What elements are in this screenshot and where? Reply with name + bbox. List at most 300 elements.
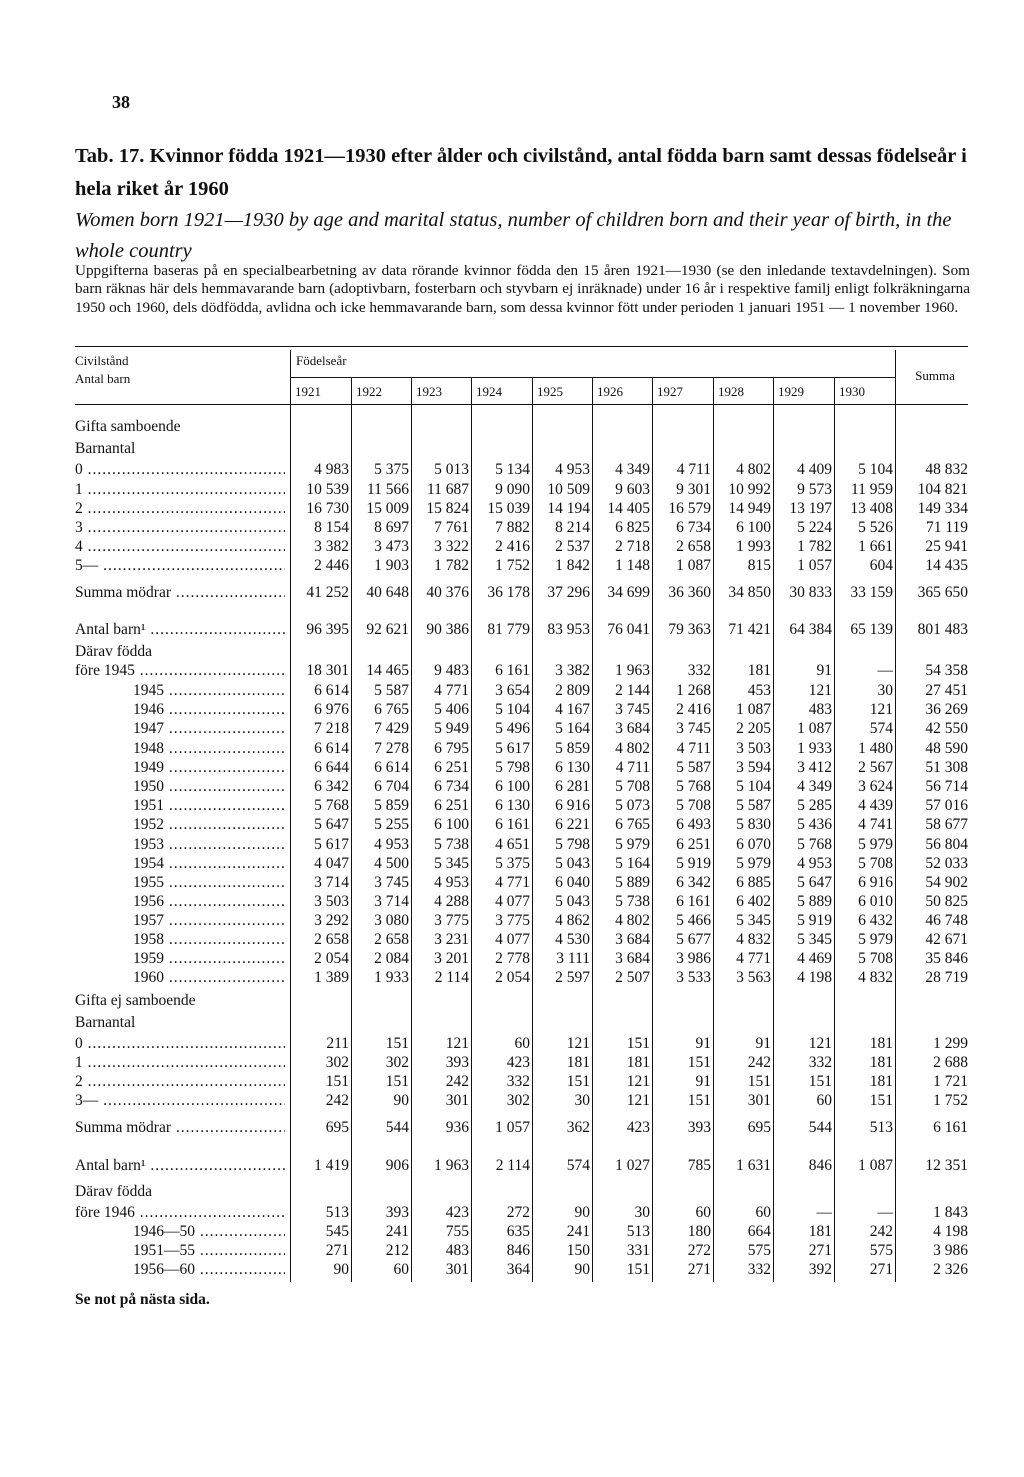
data-cell: 121 [445, 1035, 469, 1052]
data-cell: 4 349 [797, 778, 832, 795]
data-cell: 1 933 [374, 969, 409, 986]
data-cell: 36 360 [668, 584, 711, 601]
row-label: 1956—60 ..... [75, 1261, 285, 1279]
year-header-1930: 1930 [839, 384, 865, 399]
data-cell: 4 832 [858, 969, 893, 986]
table-row [0, 931, 1024, 951]
data-cell: 181 [566, 1054, 590, 1071]
total-cell: 42 550 [925, 720, 968, 737]
data-cell: 4 711 [615, 759, 650, 776]
data-cell: 30 [877, 682, 893, 699]
table-row [0, 682, 1024, 702]
data-cell: 92 621 [366, 621, 409, 638]
data-cell: 5 949 [434, 720, 469, 737]
data-cell: 90 [393, 1092, 409, 1109]
table-row [0, 1223, 1024, 1243]
data-cell: 332 [506, 1073, 530, 1090]
table-description: Uppgifterna baseras på en specialbearbetning av data rörande kvinnor födda den 15 åren 1921—1930 (se den inledande textavdelningen). Som barn räknas här dels hemmavarande barn (adoptivbarn, fosterbarn och styvbarn ej inräknade) under 16 år i respektive familj enligt folkräkningarna 1950 och 1960, dels dödfödda, avlidna och icke hemmavarande barn, som dessa kvinnor fött under perioden 1 januari 1951 — 1 november 1960. [75, 262, 970, 316]
data-cell: 2 114 [495, 1157, 530, 1174]
data-cell: 5 134 [495, 461, 530, 478]
data-cell: 272 [687, 1242, 711, 1259]
year-header-1923: 1923 [416, 384, 442, 399]
data-cell: 271 [325, 1242, 349, 1259]
data-cell: 4 651 [495, 836, 530, 853]
row-label: 1959 ..... [75, 950, 285, 968]
data-cell: 151 [687, 1054, 711, 1071]
data-cell: 5 104 [736, 778, 771, 795]
data-cell: 65 139 [850, 621, 893, 638]
year-header-1924: 1924 [476, 384, 502, 399]
table-row [0, 893, 1024, 913]
data-cell: 1 057 [797, 557, 832, 574]
year-header-1927: 1927 [657, 384, 683, 399]
data-cell: 5 345 [797, 931, 832, 948]
data-cell: 5 708 [858, 855, 893, 872]
data-cell: 5 104 [495, 701, 530, 718]
data-cell: 11 687 [426, 481, 469, 498]
data-cell: 3 201 [434, 950, 469, 967]
data-cell: 64 384 [789, 621, 832, 638]
data-cell: 272 [506, 1204, 530, 1221]
data-cell: 10 992 [728, 481, 771, 498]
data-cell: 1 027 [615, 1157, 650, 1174]
data-cell: 5 979 [858, 931, 893, 948]
data-cell: 1 389 [314, 969, 349, 986]
data-cell: 1 842 [555, 557, 590, 574]
row-label: Summa mödrar ..... [75, 1119, 285, 1137]
data-cell: 121 [626, 1092, 650, 1109]
section-barnantal: Barnantal [75, 440, 136, 457]
data-cell: 5 647 [797, 874, 832, 891]
data-cell: 331 [626, 1242, 650, 1259]
year-header-1922: 1922 [356, 384, 382, 399]
data-cell: 2 658 [374, 931, 409, 948]
data-cell: 4 802 [615, 740, 650, 757]
data-cell: 242 [747, 1054, 771, 1071]
data-cell: 121 [869, 701, 893, 718]
table-row [0, 1035, 1024, 1055]
section-darav-fodda-2: Därav födda [75, 1183, 153, 1200]
data-cell: 8 214 [555, 519, 590, 536]
data-cell: 574 [566, 1157, 590, 1174]
data-cell: 151 [808, 1073, 832, 1090]
data-cell: 301 [747, 1092, 771, 1109]
data-cell: 6 100 [495, 778, 530, 795]
data-cell: 4 832 [736, 931, 771, 948]
data-cell: 6 281 [555, 778, 590, 795]
data-cell: 5 043 [555, 855, 590, 872]
data-cell: 90 [574, 1261, 590, 1278]
data-cell: 90 386 [426, 621, 469, 638]
data-cell: 1 903 [374, 557, 409, 574]
data-cell: 15 039 [487, 500, 530, 517]
data-cell: 4 469 [797, 950, 832, 967]
data-cell: 180 [687, 1223, 711, 1240]
data-cell: 34 850 [728, 584, 771, 601]
data-cell: 6 251 [434, 759, 469, 776]
data-cell: 7 278 [374, 740, 409, 757]
data-cell: 302 [506, 1092, 530, 1109]
row-label: 1954 ..... [75, 855, 285, 873]
row-label: Antal barn¹ ..... [75, 1157, 285, 1175]
total-cell: 2 688 [933, 1054, 968, 1071]
row-label: 1960 ..... [75, 969, 285, 987]
data-cell: 4 409 [797, 461, 832, 478]
row-label: 1956 ..... [75, 893, 285, 911]
data-cell: 5 587 [736, 797, 771, 814]
data-cell: 483 [445, 1242, 469, 1259]
row-label: 1950 ..... [75, 778, 285, 796]
data-cell: 3 473 [374, 538, 409, 555]
data-cell: 151 [325, 1073, 349, 1090]
table-row [0, 1073, 1024, 1093]
data-cell: 30 833 [789, 584, 832, 601]
data-cell: 4 862 [555, 912, 590, 929]
data-cell: 635 [506, 1223, 530, 1240]
data-cell: 18 301 [306, 662, 349, 679]
data-cell: 151 [626, 1035, 650, 1052]
row-label: 1948 ..... [75, 740, 285, 758]
data-cell: 936 [445, 1119, 469, 1136]
section-gifta-samboende: Gifta samboende [75, 418, 181, 435]
table-row [0, 584, 1024, 604]
data-cell: 181 [869, 1073, 893, 1090]
table-row [0, 557, 1024, 577]
data-cell: 5 889 [615, 874, 650, 891]
data-cell: 4 953 [555, 461, 590, 478]
data-cell: 423 [626, 1119, 650, 1136]
row-label: 1946 ..... [75, 701, 285, 719]
data-cell: 181 [869, 1054, 893, 1071]
data-cell: 91 [755, 1035, 771, 1052]
data-cell: 11 959 [850, 481, 893, 498]
data-cell: — [877, 662, 893, 679]
total-cell: 3 986 [933, 1242, 968, 1259]
data-cell: 3 080 [374, 912, 409, 929]
data-cell: 91 [695, 1073, 711, 1090]
stub-header-antal-barn: Antal barn [75, 371, 131, 386]
total-cell: 104 821 [917, 481, 968, 498]
data-cell: 1 087 [858, 1157, 893, 1174]
data-cell: 2 567 [858, 759, 893, 776]
row-label: 4 ..... [75, 538, 285, 556]
data-cell: 6 010 [858, 893, 893, 910]
data-cell: 60 [816, 1092, 832, 1109]
data-cell: 3 745 [374, 874, 409, 891]
data-cell: 6 130 [555, 759, 590, 776]
data-cell: 393 [385, 1204, 409, 1221]
data-cell: 90 [574, 1204, 590, 1221]
data-cell: 121 [566, 1035, 590, 1052]
data-cell: 362 [566, 1119, 590, 1136]
data-cell: 121 [808, 682, 832, 699]
data-cell: 393 [687, 1119, 711, 1136]
section-gifta-ej-samboende: Gifta ej samboende [75, 992, 196, 1009]
total-cell: 42 671 [925, 931, 968, 948]
data-cell: 695 [325, 1119, 349, 1136]
data-cell: 271 [687, 1261, 711, 1278]
data-cell: 5 768 [797, 836, 832, 853]
data-cell: 846 [808, 1157, 832, 1174]
row-label: 1953 ..... [75, 836, 285, 854]
data-cell: 5 768 [314, 797, 349, 814]
table-row [0, 797, 1024, 817]
data-cell: 4 711 [676, 740, 711, 757]
table-row [0, 759, 1024, 779]
data-cell: 483 [808, 701, 832, 718]
data-cell: 1 419 [314, 1157, 349, 1174]
row-label: 1957 ..... [75, 912, 285, 930]
data-cell: 5 768 [676, 778, 711, 795]
data-cell: 34 699 [607, 584, 650, 601]
data-cell: 6 976 [314, 701, 349, 718]
data-cell: 3 745 [676, 720, 711, 737]
data-cell: 60 [755, 1204, 771, 1221]
total-cell: 4 198 [933, 1223, 968, 1240]
data-cell: 4 439 [858, 797, 893, 814]
data-cell: 6 040 [555, 874, 590, 891]
data-cell: 40 376 [426, 584, 469, 601]
table-row [0, 1119, 1024, 1139]
data-cell: 3 624 [858, 778, 893, 795]
data-cell: 3 503 [736, 740, 771, 757]
data-cell: 575 [747, 1242, 771, 1259]
row-label: 1951 ..... [75, 797, 285, 815]
page-number: 38 [112, 92, 130, 112]
data-cell: 4 771 [434, 682, 469, 699]
data-cell: 4 953 [434, 874, 469, 891]
data-cell: 4 530 [555, 931, 590, 948]
data-cell: 37 296 [547, 584, 590, 601]
total-cell: 51 308 [925, 759, 968, 776]
data-cell: 5 043 [555, 893, 590, 910]
data-cell: 453 [747, 682, 771, 699]
data-cell: 2 658 [676, 538, 711, 555]
data-cell: 4 983 [314, 461, 349, 478]
row-label: före 1946 ..... [75, 1204, 285, 1222]
data-cell: 423 [506, 1054, 530, 1071]
data-cell: 3 775 [495, 912, 530, 929]
data-cell: 5 647 [314, 816, 349, 833]
data-cell: 846 [506, 1242, 530, 1259]
data-cell: 5 798 [555, 836, 590, 853]
data-cell: 2 114 [434, 969, 469, 986]
row-label: 0 ..... [75, 1035, 285, 1053]
data-cell: 5 979 [858, 836, 893, 853]
section-barnantal-2: Barnantal [75, 1014, 136, 1031]
data-cell: 241 [385, 1223, 409, 1240]
data-cell: 6 251 [676, 836, 711, 853]
data-cell: 513 [869, 1119, 893, 1136]
table-title: Tab. 17. Kvinnor födda 1921—1930 efter ålder och civilstånd, antal födda barn samt dessas födelseår i hela riket år 1960 [75, 145, 967, 200]
data-cell: 392 [808, 1261, 832, 1278]
data-cell: 513 [325, 1204, 349, 1221]
data-cell: 5 587 [676, 759, 711, 776]
data-cell: 1 057 [495, 1119, 530, 1136]
data-cell: 3 322 [434, 538, 469, 555]
data-cell: 4 953 [797, 855, 832, 872]
total-cell: 801 483 [917, 621, 968, 638]
row-label: 1 ..... [75, 481, 285, 499]
data-cell: 5 617 [314, 836, 349, 853]
row-label: 1949 ..... [75, 759, 285, 777]
data-cell: 271 [808, 1242, 832, 1259]
data-cell: 4 771 [736, 950, 771, 967]
data-cell: 1 782 [797, 538, 832, 555]
data-cell: 6 070 [736, 836, 771, 853]
footnote: Se not på nästa sida. [75, 1291, 210, 1308]
data-cell: 83 953 [547, 621, 590, 638]
data-cell: 10 509 [547, 481, 590, 498]
total-cell: 46 748 [925, 912, 968, 929]
data-cell: 151 [626, 1261, 650, 1278]
data-cell: 2 054 [495, 969, 530, 986]
data-cell: 301 [445, 1261, 469, 1278]
data-cell: 3 503 [314, 893, 349, 910]
data-cell: 1 087 [736, 701, 771, 718]
data-cell: 4 802 [615, 912, 650, 929]
row-label: 5— ..... [75, 557, 285, 575]
data-cell: 30 [634, 1204, 650, 1221]
data-cell: 6 402 [736, 893, 771, 910]
data-cell: 2 144 [615, 682, 650, 699]
data-cell: 16 579 [668, 500, 711, 517]
table-row [0, 1242, 1024, 1262]
data-cell: 1 087 [676, 557, 711, 574]
data-cell: 181 [869, 1035, 893, 1052]
data-cell: 3 714 [374, 893, 409, 910]
data-cell: 6 342 [314, 778, 349, 795]
data-cell: 1 087 [797, 720, 832, 737]
table-row [0, 1157, 1024, 1177]
total-cell: 58 677 [925, 816, 968, 833]
data-cell: 91 [816, 662, 832, 679]
data-cell: 5 708 [615, 778, 650, 795]
data-cell: 6 614 [314, 682, 349, 699]
data-cell: 4 167 [555, 701, 590, 718]
data-cell: 6 795 [434, 740, 469, 757]
data-cell: 1 268 [676, 682, 711, 699]
total-cell: 48 590 [925, 740, 968, 757]
data-cell: 151 [687, 1092, 711, 1109]
row-label: 1958 ..... [75, 931, 285, 949]
data-cell: 7 882 [495, 519, 530, 536]
year-header-1929: 1929 [778, 384, 804, 399]
data-cell: 5 375 [495, 855, 530, 872]
year-header-1925: 1925 [537, 384, 563, 399]
data-cell: 15 824 [426, 500, 469, 517]
data-cell: 9 090 [495, 481, 530, 498]
data-cell: 6 734 [434, 778, 469, 795]
row-label: 0 ..... [75, 461, 285, 479]
total-cell: 1 299 [933, 1035, 968, 1052]
total-cell: 2 326 [933, 1261, 968, 1278]
data-cell: 3 714 [314, 874, 349, 891]
data-cell: 4 771 [495, 874, 530, 891]
data-cell: 60 [393, 1261, 409, 1278]
data-cell: 6 765 [374, 701, 409, 718]
data-cell: 513 [626, 1223, 650, 1240]
table-row [0, 461, 1024, 481]
data-cell: 3 745 [615, 701, 650, 718]
data-cell: 5 830 [736, 816, 771, 833]
table-row [0, 912, 1024, 932]
data-cell: 96 395 [306, 621, 349, 638]
data-cell: 242 [445, 1073, 469, 1090]
data-cell: 91 [695, 1035, 711, 1052]
data-cell: 211 [326, 1035, 349, 1052]
data-cell: 2 507 [615, 969, 650, 986]
table-subtitle-english: Women born 1921—1930 by age and marital status, number of children born and their year of birth, in the whole country [75, 209, 952, 262]
data-cell: 332 [687, 662, 711, 679]
data-cell: 6 161 [495, 816, 530, 833]
data-cell: 3 292 [314, 912, 349, 929]
total-cell: 57 016 [925, 797, 968, 814]
data-cell: 33 159 [850, 584, 893, 601]
data-cell: 4 953 [374, 836, 409, 853]
total-cell: 365 650 [917, 584, 968, 601]
data-cell: 71 421 [728, 621, 771, 638]
table-row [0, 481, 1024, 501]
data-cell: 9 603 [615, 481, 650, 498]
data-cell: 5 677 [676, 931, 711, 948]
data-cell: 5 406 [434, 701, 469, 718]
data-cell: 5 104 [858, 461, 893, 478]
data-cell: 6 825 [615, 519, 650, 536]
data-cell: 4 741 [858, 816, 893, 833]
data-cell: 2 718 [615, 538, 650, 555]
data-cell: 6 100 [434, 816, 469, 833]
data-cell: 6 765 [615, 816, 650, 833]
data-cell: 6 130 [495, 797, 530, 814]
data-cell: 60 [514, 1035, 530, 1052]
data-cell: 5 255 [374, 816, 409, 833]
data-cell: 7 429 [374, 720, 409, 737]
data-cell: 3 775 [434, 912, 469, 929]
data-cell: 3 231 [434, 931, 469, 948]
data-cell: 2 778 [495, 950, 530, 967]
data-cell: 6 614 [374, 759, 409, 776]
table-row [0, 816, 1024, 836]
data-cell: 151 [869, 1092, 893, 1109]
data-cell: 242 [325, 1092, 349, 1109]
data-cell: 5 526 [858, 519, 893, 536]
row-label: 2 ..... [75, 500, 285, 518]
data-cell: 4 711 [676, 461, 711, 478]
year-header-1921: 1921 [295, 384, 321, 399]
year-header-1928: 1928 [718, 384, 744, 399]
data-cell: 423 [445, 1204, 469, 1221]
total-cell: 71 119 [925, 519, 968, 536]
data-cell: 6 161 [676, 893, 711, 910]
data-cell: 271 [869, 1261, 893, 1278]
data-cell: 181 [808, 1223, 832, 1240]
data-cell: 81 779 [487, 621, 530, 638]
data-cell: 5 436 [797, 816, 832, 833]
data-cell: 3 684 [615, 950, 650, 967]
data-cell: 5 617 [495, 740, 530, 757]
data-cell: 30 [574, 1092, 590, 1109]
data-cell: 575 [869, 1242, 893, 1259]
data-cell: 393 [445, 1054, 469, 1071]
data-cell: 4 077 [495, 893, 530, 910]
data-cell: 301 [445, 1092, 469, 1109]
data-cell: 5 859 [374, 797, 409, 814]
data-cell: 9 483 [434, 662, 469, 679]
data-cell: 151 [385, 1035, 409, 1052]
table-row [0, 778, 1024, 798]
data-cell: 150 [566, 1242, 590, 1259]
